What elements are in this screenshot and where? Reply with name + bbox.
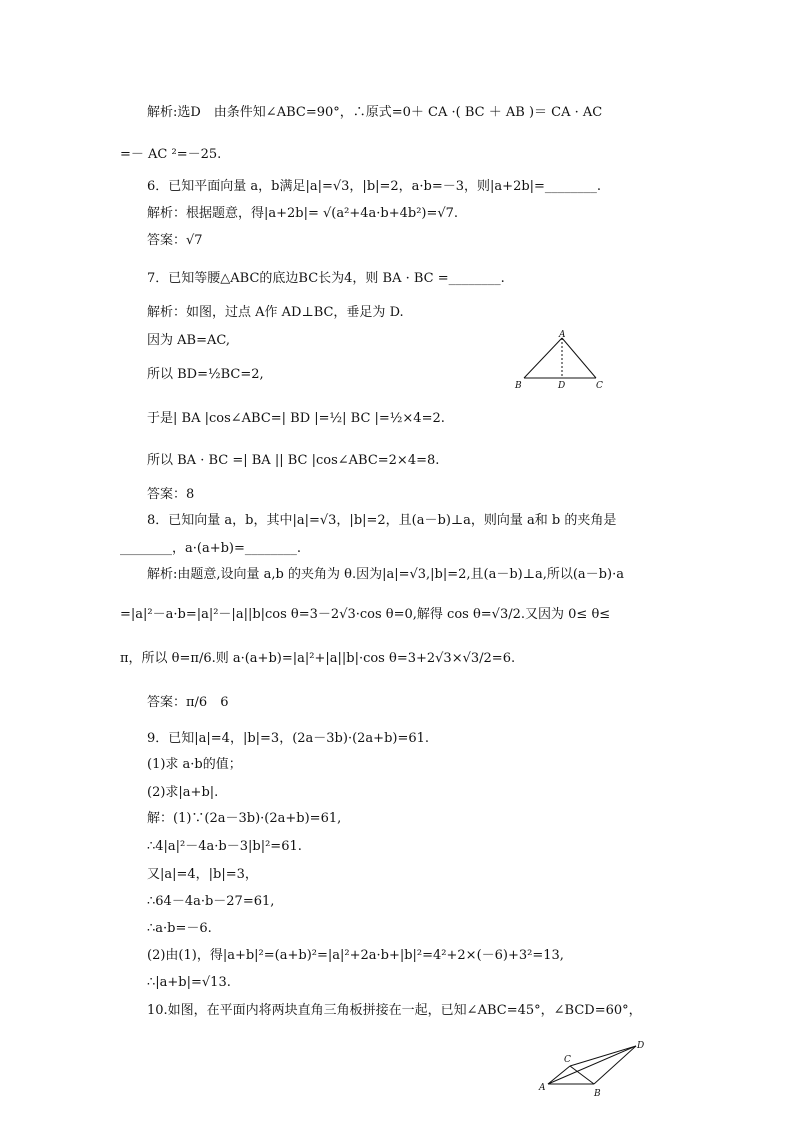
solution-q6: 解析：根据题意，得|a+2b|= √(a²+4a·b+4b²)=√7. [147,206,459,221]
solution-q9-step6: (2)由(1)，得|a+b|²=(a+b)²=|a|²+2a·b+|b|²=4²+2×(－6)+3²=13, [147,948,564,963]
solution-q8-line1: 解析:由题意,设向量 a,b 的夹角为 θ.因为|a|=√3,|b|=2,且(a－b)⊥a,所以(a－b)·a [147,567,624,582]
solution-q8-line2: =|a|²－a·b=|a|²－|a||b|cos θ=3－2√3·cos θ=0,解得 cos θ=√3/2.又因为 0≤ θ≤ [120,607,611,622]
solution-q7-step4: 于是| BA |cos∠ABC=| BD |=½| BC |=½×4=2. [147,411,445,426]
fig2-label-a: A [539,1083,546,1093]
fig2-label-b: B [594,1089,601,1099]
answer-q8: 答案：π/6 6 [147,695,229,710]
quadrilateral-figure-q10 [536,1038,656,1100]
question-9: 9．已知|a|=4，|b|=3，(2a－3b)·(2a+b)=61. [147,731,430,746]
fig1-label-c: C [596,381,603,391]
solution-q8-line3: π，所以 θ=π/6.则 a·(a+b)=|a|²+|a||b|·cos θ=3+2√3×√3/2=6. [120,651,516,666]
triangle-figure-q7 [510,330,620,392]
question-6: 6．已知平面向量 a，b满足|a|=√3，|b|=2，a·b=－3，则|a+2b|=________. [147,179,602,194]
solution-q9-step5: ∴a·b=－6. [147,921,212,936]
question-9-part1: (1)求 a·b的值； [147,757,242,772]
question-9-part2: (2)求|a+b|. [147,785,219,800]
question-8-line1: 8．已知向量 a，b，其中|a|=√3，|b|=2，且(a－b)⊥a，则向量 a和 b 的夹角是 [147,513,617,528]
fig1-label-a: A [559,330,566,340]
solution-q5-line2: =－ AC ²=－25. [120,147,222,162]
question-10: 10.如图，在平面内将两块直角三角板拼接在一起，已知∠ABC=45°，∠BCD=60°， [147,1003,642,1018]
solution-q9-step1: 解：(1)∵(2a－3b)·(2a+b)=61, [147,811,342,826]
solution-q9-step2: ∴4|a|²－4a·b－3|b|²=61. [147,839,302,854]
solution-q5-line1: 解析:选D 由条件知∠ABC=90°，∴原式=0＋ CA ·( BC ＋ AB )＝ CA · AC [147,105,603,120]
solution-q7-step1: 解析：如图，过点 A作 AD⊥BC，垂足为 D. [147,305,404,320]
solution-q7-step2: 因为 AB=AC, [147,333,230,348]
fig2-label-c: C [564,1055,571,1065]
question-7: 7．已知等腰△ABC的底边BC长为4，则 BA · BC =________. [147,271,505,286]
solution-q9-step3: 又|a|=4，|b|=3， [147,867,258,882]
fig2-label-d: D [637,1041,645,1051]
answer-q7: 答案：8 [147,487,195,502]
solution-q7-step3: 所以 BD=½BC=2, [147,367,264,382]
fig1-label-d: D [558,381,566,391]
fig1-label-b: B [515,381,522,391]
solution-q9-step4: ∴64－4a·b－27=61, [147,894,275,909]
solution-q7-step5: 所以 BA · BC =| BA || BC |cos∠ABC=2×4=8. [147,453,440,468]
answer-q6: 答案：√7 [147,233,203,248]
question-8-line2: ________，a·(a+b)=________. [120,541,302,556]
solution-q9-step7: ∴|a+b|=√13. [147,975,231,990]
